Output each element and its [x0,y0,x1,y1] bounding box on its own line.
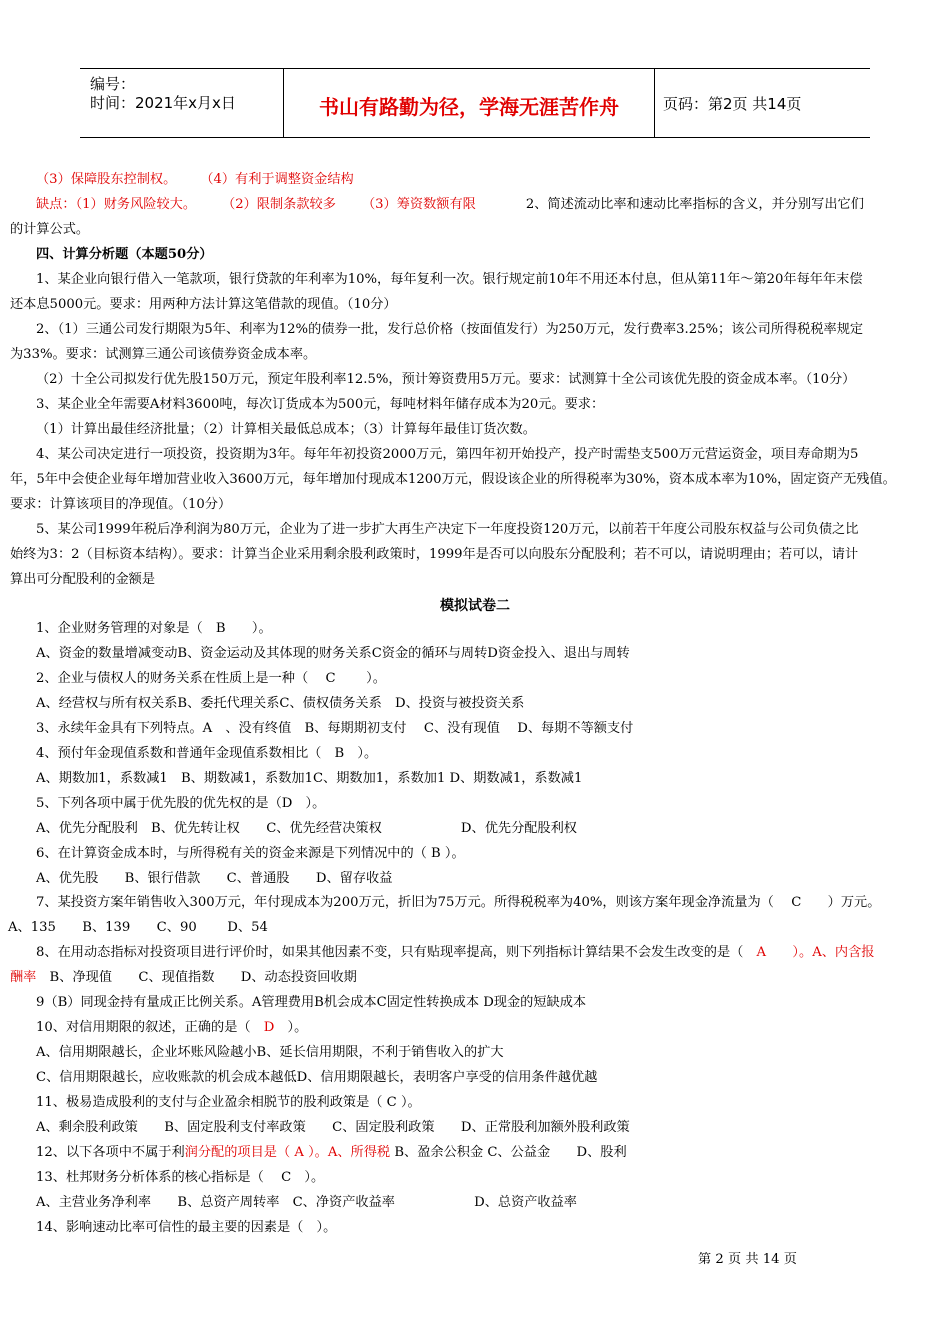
option-line: 酬率 B、净现值 C、现值指数 D、动态投资回收期 [10,970,357,985]
text-line: （1）计算出最佳经济批量；（2）计算相关最低总成本；（3）计算每年最佳订货次数。 [36,422,536,437]
option-line: C、信用期限越长，应收账款的机会成本越低D、信用期限越长，表明客户享受的信用条件越优越 [36,1070,598,1085]
question-line: 3、永续年金具有下列特点。A 、没有终值 B、每期期初支付 C、没有现值 D、每期不等额支付 [36,721,634,736]
option-line: A、期数加1，系数减1 B、期数减1，系数加1C、期数加1，系数加1 D、期数减1，系数减1 [36,771,583,786]
question-line: 7、某投资方案年销售收入300万元，年付现成本为200万元，折旧为75万元。所得税税率为40%，则该方案年现金净流量为（ C ）万元。 [36,895,881,910]
question-line: 12、以下各项中不属于利润分配的项目是（ A ）。A、所得税 B、盈余公积金 C、公益金 D、股利 [36,1145,627,1160]
text-line: （3）保障股东控制权。 （4）有利于调整资金结构 [36,172,354,187]
question-line: 2、企业与债权人的财务关系在性质上是一种（ C ）。 [36,671,386,686]
option-line: A、资金的数量增减变动B、资金运动及其体现的财务关系C资金的循环与周转D资金投入、退出与周转 [36,646,630,661]
header-motto: 书山有路勤为径，学海无涯苦作舟 [319,95,619,119]
question-line: 6、在计算资金成本时，与所得税有关的资金来源是下列情况中的（ B ）。 [36,846,465,861]
header-motto-cell [284,69,655,137]
option-line: A、135 B、139 C、90 D、54 [8,920,268,935]
text-line: （2）十全公司拟发行优先股150万元，预定年股利率12.5%，预计筹资费用5万元。要求：试测算十全公司该优先股的资金成本率。（10分） [36,372,856,387]
question-line: 9（B）同现金持有量成正比例关系。A管理费用B机会成本C固定性转换成本 D现金的短缺成本 [36,995,587,1010]
question-line: 5、下列各项中属于优先股的优先权的是（D ）。 [36,796,326,811]
header-meta-cell [80,69,284,137]
option-line: A、信用期限越长，企业坏账风险越小B、延长信用期限，不利于销售收入的扩大 [36,1045,504,1060]
option-line: A、经营权与所有权关系B、委托代理关系C、债权债务关系 D、投资与被投资关系 [36,696,525,711]
page-footer: 第 2 页 共 14 页 [698,1252,797,1267]
option-line: A、优先股 B、银行借款 C、普通股 D、留存收益 [36,871,393,886]
document-date-label: 时间：2021年x月x日 [90,94,236,112]
text-line: 始终为3：2（目标资本结构）。要求：计算当企业采用剩余股利政策时，1999年是否可以向股东分配股利；若不可以，请说明理由；若可以，请计 [10,547,859,562]
question-line: 8、在用动态指标对投资项目进行评价时，如果其他因素不变，只有贴现率提高，则下列指标计算结果不会发生改变的是（ A ）。A、内含报 [36,945,875,960]
text-line: 1、某企业向银行借入一笔款项，银行贷款的年利率为10%，每年复利一次。银行规定前10年不用还本付息，但从第11年～第20年每年年末偿 [36,272,863,287]
text-line: 5、某公司1999年税后净利润为80万元，企业为了进一步扩大再生产决定下一年度投资120万元，以前若干年度公司股东权益与公司负债之比 [36,522,859,537]
document-header [80,68,870,138]
option-line: A、主营业务净利率 B、总资产周转率 C、净资产收益率 D、总资产收益率 [36,1195,577,1210]
option-line: A、优先分配股利 B、优先转让权 C、优先经营决策权 D、优先分配股利权 [36,821,577,836]
text-line: 年，5年中会使企业每年增加营业收入3600万元，每年增加付现成本1200万元，假设该企业的所得税率为30%，资本成本率为10%，固定资产无残值。 [10,472,896,487]
text-line: 的计算公式。 [10,222,90,237]
text-line: 缺点：（1）财务风险较大。 （2）限制条款较多 （3）筹资数额有限 2、简述流动比率和速动比率指标的含义，并分别写出它们 [36,197,864,212]
header-page-label: 页码：第2页 共14页 [663,95,802,113]
text-line: 2、（1）三通公司发行期限为5年、利率为12%的债券一批，发行总价格（按面值发行）为250万元，发行费率3.25%；该公司所得税税率规定 [36,322,864,337]
text-line: 3、某企业全年需要A材料3600吨，每次订货成本为500元，每吨材料年储存成本为20元。要求： [36,397,605,412]
section-heading: 四、计算分析题（本题50分） [36,247,213,262]
text-line: 4、某公司决定进行一项投资，投资期为3年。每年年初投资2000万元，第四年初开始投产，投产时需垫支500万元营运资金，项目寿命期为5 [36,447,859,462]
question-line: 1、企业财务管理的对象是（ B ）。 [36,621,272,636]
document-number-label: 编号： [90,75,136,93]
section-title: 模拟试卷二 [440,598,510,614]
question-line: 4、预付年金现值系数和普通年金现值系数相比（ B ）。 [36,746,378,761]
header-page-cell [655,69,870,137]
question-line: 13、杜邦财务分析体系的核心指标是（ C ）。 [36,1170,325,1185]
text-line: 算出可分配股利的金额是 [10,572,156,587]
question-line: 11、极易造成股利的支付与企业盈余相脱节的股利政策是（ C ）。 [36,1095,421,1110]
text-line: 为33%。要求：试测算三通公司该债券资金成本率。 [10,347,317,362]
question-line: 10、对信用期限的叙述，正确的是（ D ）。 [36,1020,308,1035]
text-line: 还本息5000元。要求：用两种方法计算这笔借款的现值。（10分） [10,297,397,312]
text-line: 要求：计算该项目的净现值。（10分） [10,497,232,512]
option-line: A、剩余股利政策 B、固定股利支付率政策 C、固定股利政策 D、正常股利加额外股利政策 [36,1120,630,1135]
question-line: 14、影响速动比率可信性的最主要的因素是（ ）。 [36,1220,337,1235]
